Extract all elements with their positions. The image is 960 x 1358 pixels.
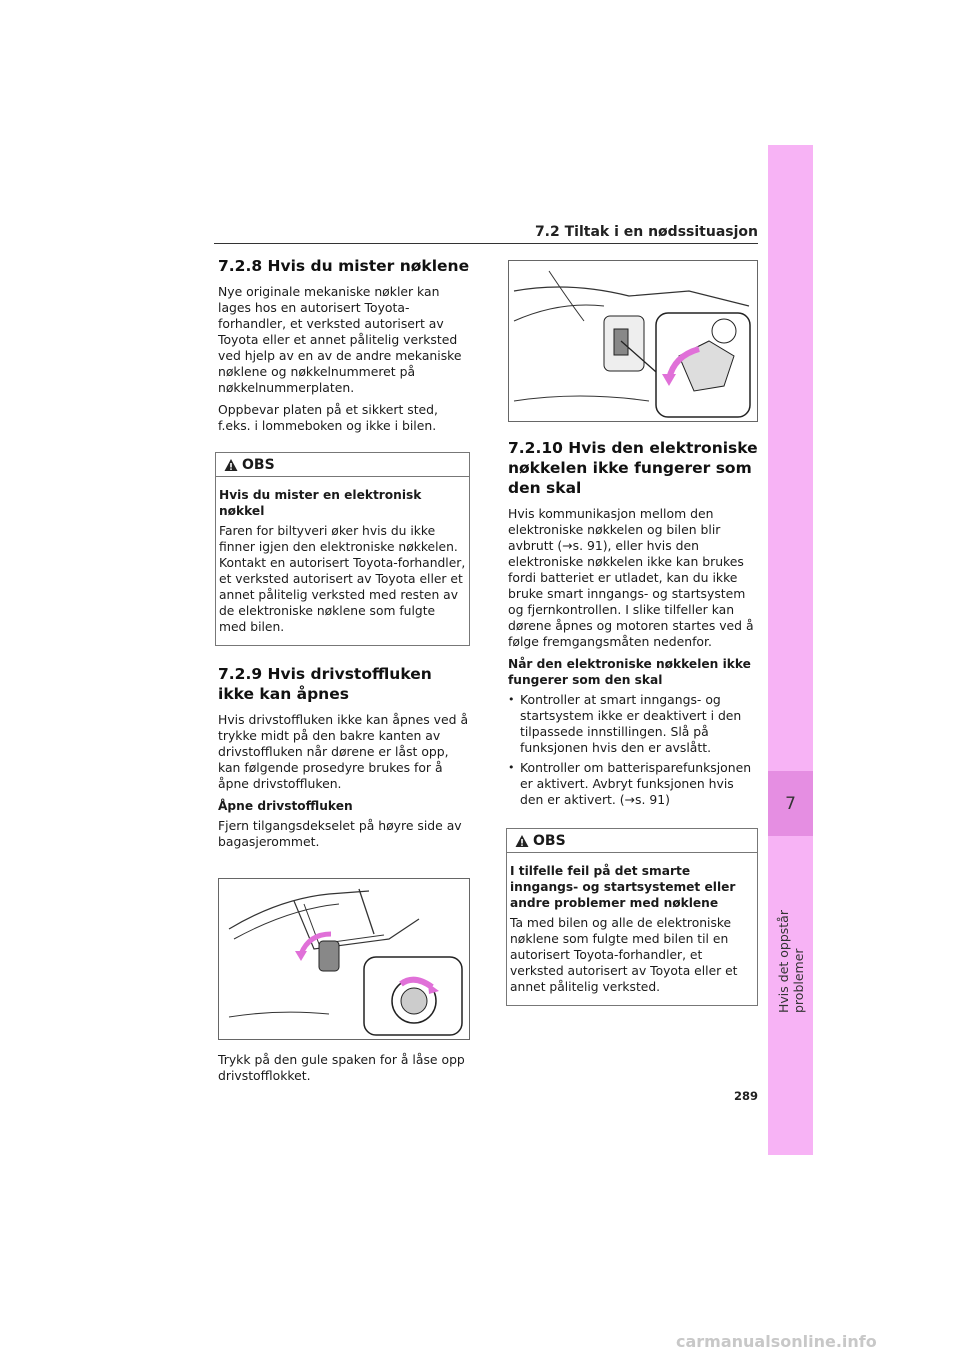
fuel-door-illustration — [218, 878, 470, 1040]
running-header: 7.2 Tiltak i en nødssituasjon — [534, 224, 758, 240]
paragraph: Nye originale mekaniske nøkler kan lages hos en autorisert Toyota-forhandler, et verksted autorisert av Toyota eller et annet pålitelig verksted ved hjelp av en av de andre mekaniske nøklene og nøkkelnummeret på nøkkelnummerplaten. — [218, 284, 462, 395]
right-column — [508, 256, 758, 1024]
section-title-7-2-8: 7.2.8 Hvis du mister nøklene — [218, 257, 470, 275]
list-item: • Kontroller at smart inngangs- og startsystem ikke er deaktivert i den tilpassede innstillingen. Slå på funksjonen hvis den er avslått. — [508, 692, 758, 756]
watermark: carmanualsonline.info — [676, 1332, 877, 1351]
obs-box — [215, 452, 470, 646]
page-number: 289 — [733, 1089, 758, 1103]
warning-icon — [224, 458, 238, 472]
obs-label: OBS — [533, 833, 566, 849]
obs-text: Faren for biltyveri øker hvis du ikke finner igjen den elektroniske nøkkelen. Kontakt en autorisert Toyota-forhandler, et verksted autorisert av Toyota eller et annet pålitelig verksted med resten av de elektroniske nøklene som fulgte med bilen. — [219, 524, 466, 634]
chapter-tab: 7 — [768, 771, 813, 836]
left-column — [218, 256, 470, 1090]
section-title-7-2-9: 7.2.9 Hvis drivstoffluken ikke kan åpnes — [218, 665, 432, 703]
obs-header — [507, 829, 757, 853]
obs-label: OBS — [242, 457, 275, 473]
obs-header — [216, 453, 469, 477]
paragraph: Fjern tilgangsdekselet på høyre side av bagasjerommet. — [218, 818, 462, 849]
subheading: Når den elektroniske nøkkelen ikke fungerer som den skal — [508, 657, 751, 687]
paragraph: Hvis drivstoffluken ikke kan åpnes ved å trykke midt på den bakre kanten av drivstoffluken når dørene er låst opp, kan følgende prosedyre brukes for å åpne drivstoffluken. — [218, 712, 469, 791]
section-title-7-2-10: 7.2.10 Hvis den elektroniske nøkkelen ikke fungerer som den skal — [508, 439, 758, 497]
obs-heading: Hvis du mister en elektronisk nøkkel — [219, 488, 422, 518]
paragraph: Oppbevar platen på et sikkert sted, f.eks. i lommeboken og ikke i bilen. — [218, 402, 438, 433]
obs-box — [506, 828, 758, 1006]
key-slot-illustration — [508, 260, 758, 422]
figure-caption: Trykk på den gule spaken for å låse opp drivstofflokket. — [218, 1052, 465, 1083]
obs-text: Ta med bilen og alle de elektroniske nøklene som fulgte med bilen til en autorisert Toyota-forhandler, et verksted autorisert av Toyota eller et annet pålitelig verksted. — [510, 916, 738, 994]
chapter-title: Hvis det oppstår problemer — [776, 910, 806, 1013]
paragraph: Hvis kommunikasjon mellom den elektroniske nøkkelen og bilen blir avbrutt (→s. 91), eller hvis den elektroniske nøkkelen ikke kan brukes fordi batteriet er utladet, kan du ikke bruke smart inngangs- og startsystem og fjernkontrollen. I slike tilfeller kan dørene åpnes og motoren startes ved å følge fremgangsmåten nedenfor. — [508, 506, 754, 649]
subheading: Åpne drivstoffluken — [218, 799, 353, 813]
bullet-list — [508, 692, 758, 808]
header-rule — [214, 243, 758, 244]
warning-icon — [515, 834, 529, 848]
list-item: • Kontroller om batterisparefunksjonen er aktivert. Avbryt funksjonen hvis den er aktivert. (→s. 91) — [508, 760, 758, 808]
obs-heading: I tilfelle feil på det smarte inngangs- og startsystemet eller andre problemer med nøklene — [510, 864, 736, 910]
